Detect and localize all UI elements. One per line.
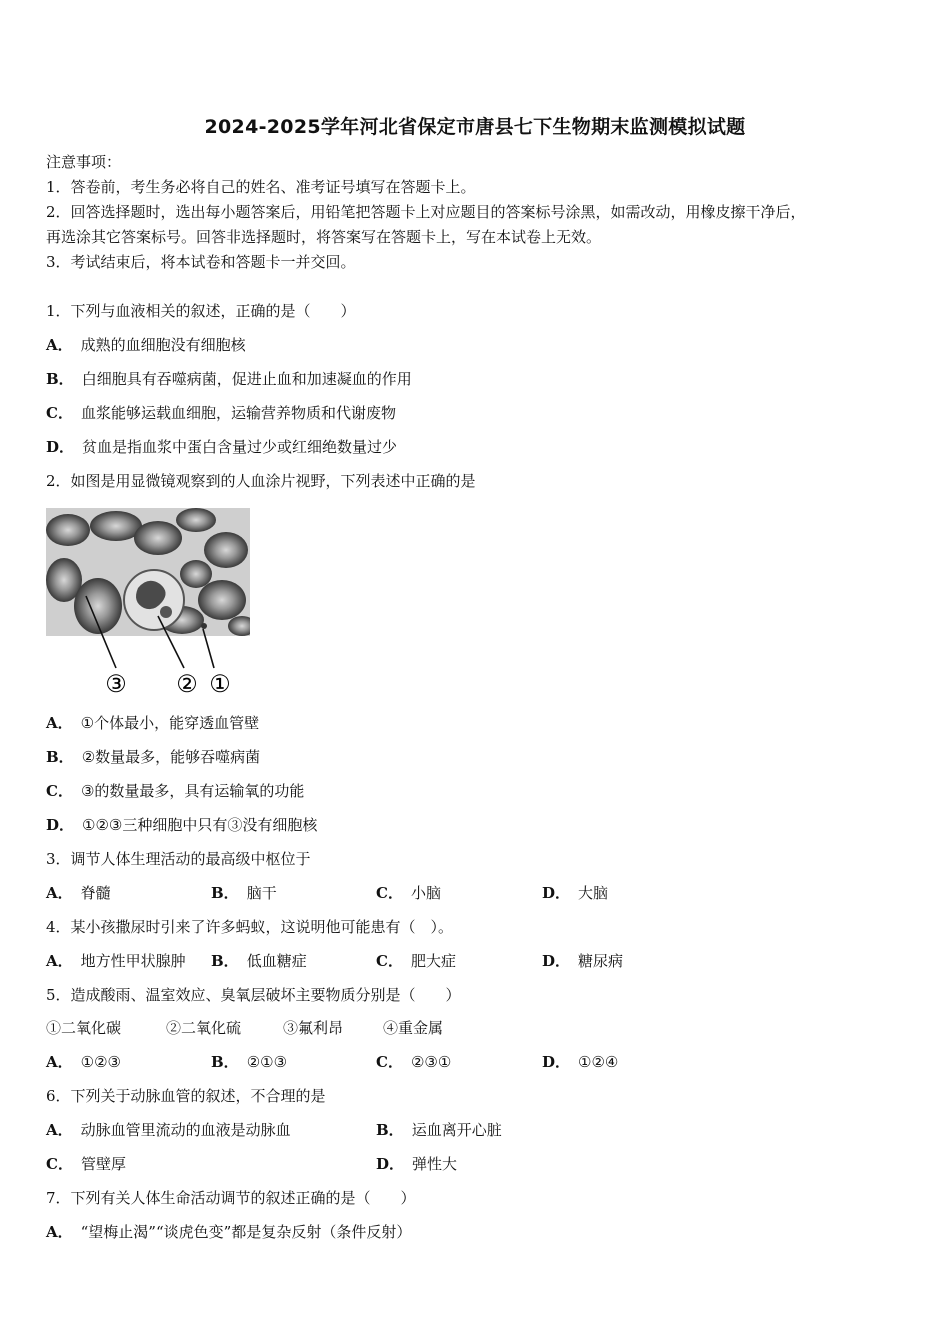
option-letter: C． (46, 782, 73, 800)
option (376, 883, 441, 903)
option-text: 低血糖症 (246, 952, 307, 970)
notice-item: 3．考试结束后，将本试卷和答题卡一并交回。 (46, 253, 356, 271)
notice-heading: 注意事项： (46, 153, 122, 171)
figure-label-2: ② (176, 670, 198, 698)
option-letter: D． (542, 884, 571, 902)
option (46, 1120, 291, 1140)
option-letter: D． (46, 816, 75, 834)
blood-smear-figure (46, 508, 250, 698)
option-letter: A． (46, 884, 73, 902)
option (46, 713, 259, 733)
option-letter: A． (46, 952, 73, 970)
option (46, 335, 246, 355)
option (211, 1052, 287, 1072)
option-text: 血浆能够运载血细胞，运输营养物质和代谢废物 (80, 404, 396, 422)
option-letter: C． (376, 1053, 403, 1071)
substance-item: ②二氧化硫 (166, 1019, 242, 1037)
option-letter: B． (46, 370, 74, 388)
option-text: ③的数量最多，具有运输氧的功能 (80, 782, 305, 800)
option-letter: C． (376, 952, 403, 970)
option-text: 脑干 (246, 884, 277, 902)
option (542, 883, 608, 903)
notice-item: 再选涂其它答案标号。回答非选择题时，将答案写在答题卡上，写在本试卷上无效。 (46, 228, 602, 246)
option (46, 951, 186, 971)
option-text: ②③① (410, 1053, 452, 1071)
option (46, 437, 397, 457)
option (46, 403, 396, 423)
question-stem: 6．下列关于动脉血管的叙述，不合理的是 (46, 1087, 326, 1105)
option-text: 脊髓 (80, 884, 111, 902)
option (46, 1154, 126, 1174)
option (46, 781, 304, 801)
substance-item: ③氟利昂 (283, 1019, 344, 1037)
option (376, 1154, 457, 1174)
option-text: 地方性甲状腺肿 (80, 952, 186, 970)
option-text: 大脑 (578, 884, 609, 902)
option-text: ①个体最小，能穿透血管壁 (80, 714, 260, 732)
option (211, 883, 277, 903)
option-letter: A． (46, 1121, 73, 1139)
question-stem: 5．造成酸雨、温室效应、臭氧层破坏主要物质分别是（ ） (46, 986, 461, 1004)
option (542, 1052, 618, 1072)
option (46, 1052, 121, 1072)
option-letter: A． (46, 714, 73, 732)
option-text: 运血离开心脏 (411, 1121, 502, 1139)
option-letter: B． (211, 1053, 239, 1071)
option-text: 贫血是指血浆中蛋白含量过少或红细绝数量过少 (82, 438, 398, 456)
option-text: 成熟的血细胞没有细胞核 (80, 336, 246, 354)
option (46, 1222, 411, 1242)
question-stem: 4．某小孩撒尿时引来了许多蚂蚁，这说明他可能患有（ ）。 (46, 918, 454, 936)
option-letter: C． (46, 1155, 73, 1173)
option-text: 弹性大 (412, 1155, 458, 1173)
option (542, 951, 623, 971)
blood-smear-image (46, 508, 250, 698)
question-stem: 3．调节人体生理活动的最高级中枢位于 (46, 850, 311, 868)
option-text: 小脑 (410, 884, 441, 902)
option-letter: D． (542, 1053, 571, 1071)
option-letter: B． (376, 1121, 404, 1139)
option (46, 815, 317, 835)
option-letter: A． (46, 1223, 73, 1241)
figure-label-3: ③ (105, 670, 127, 698)
option (211, 951, 307, 971)
option (376, 1052, 451, 1072)
option-letter: B． (211, 952, 239, 970)
page-title: 2024-2025学年河北省保定市唐县七下生物期末监测模拟试题 (204, 116, 746, 138)
option-letter: D． (542, 952, 571, 970)
notice-item: 2．回答选择题时，选出每小题答案后，用铅笔把答题卡上对应题目的答案标号涂黑，如需改动，用橡皮擦干净后， (46, 203, 806, 221)
option-text: ②①③ (246, 1053, 288, 1071)
option (376, 951, 456, 971)
option-letter: A． (46, 336, 73, 354)
option-text: ①②③ (80, 1053, 121, 1071)
figure-label-1: ① (209, 670, 231, 698)
option-text: “望梅止渴”“谈虎色变”都是复杂反射（条件反射） (80, 1223, 412, 1241)
option-letter: C． (376, 884, 403, 902)
option-text: ①②③三种细胞中只有③没有细胞核 (82, 816, 318, 834)
question-stem: 2．如图是用显微镜观察到的人血涂片视野，下列表述中正确的是 (46, 472, 476, 490)
option-letter: B． (46, 748, 74, 766)
option-text: 糖尿病 (578, 952, 624, 970)
option (46, 883, 111, 903)
option-letter: A． (46, 1053, 73, 1071)
option (376, 1120, 502, 1140)
option-letter: D． (46, 438, 75, 456)
option (46, 369, 412, 389)
question-stem: 1．下列与血液相关的叙述，正确的是（ ） (46, 302, 356, 320)
question-stem: 7．下列有关人体生命活动调节的叙述正确的是（ ） (46, 1189, 416, 1207)
option-text: 管壁厚 (80, 1155, 126, 1173)
option-text: 白细胞具有吞噬病菌，促进止血和加速凝血的作用 (81, 370, 412, 388)
option (46, 747, 260, 767)
option-letter: B． (211, 884, 239, 902)
option-text: ②数量最多，能够吞噬病菌 (81, 748, 261, 766)
option-text: 肥大症 (410, 952, 456, 970)
option-letter: C． (46, 404, 73, 422)
substance-item: ④重金属 (383, 1019, 444, 1037)
option-letter: D． (376, 1155, 405, 1173)
option-text: ①②④ (578, 1053, 619, 1071)
substance-item: ①二氧化碳 (46, 1019, 122, 1037)
notice-item: 1．答卷前，考生务必将自己的姓名、准考证号填写在答题卡上。 (46, 178, 476, 196)
option-text: 动脉血管里流动的血液是动脉血 (80, 1121, 291, 1139)
